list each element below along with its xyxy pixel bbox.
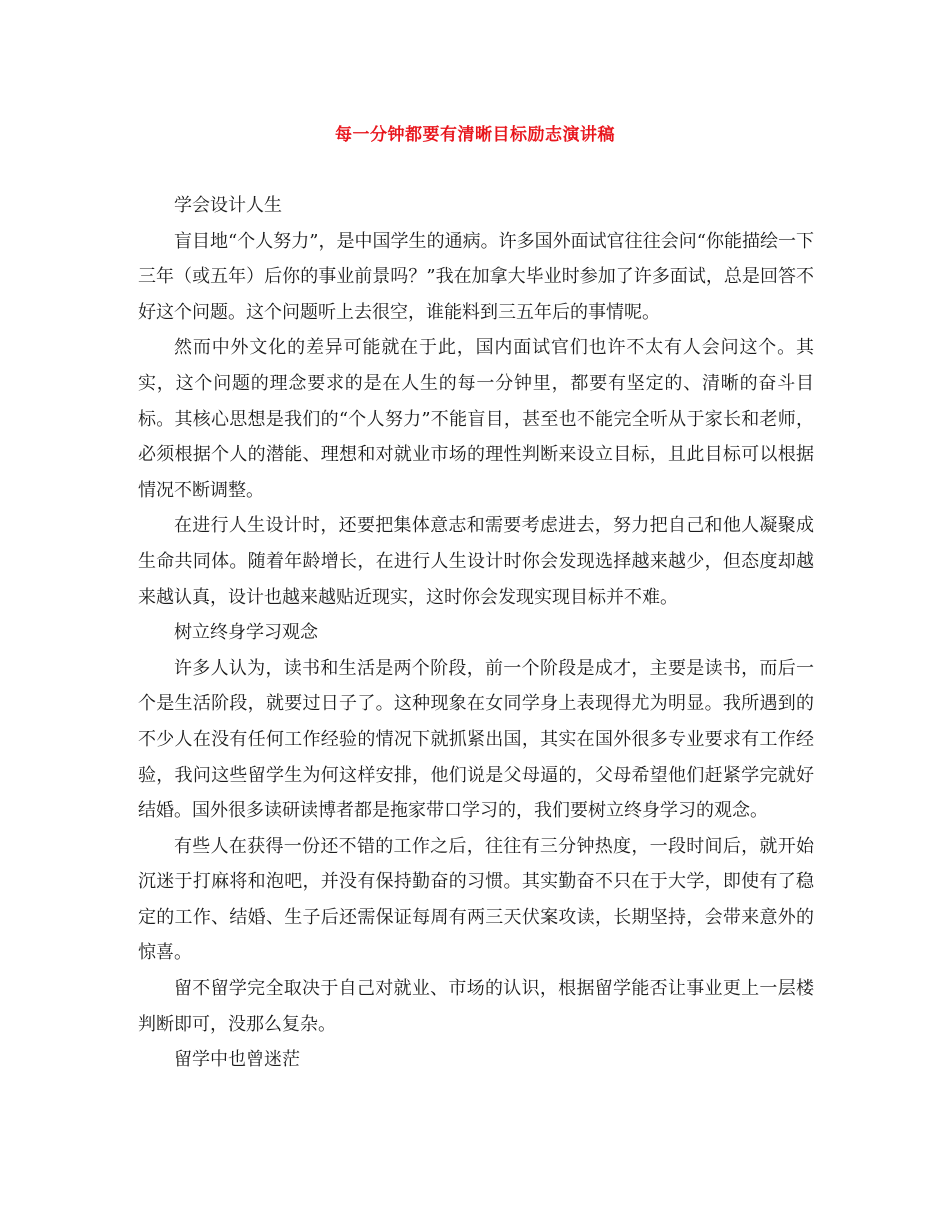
document-title: 每一分钟都要有清晰目标励志演讲稿	[335, 125, 615, 145]
paragraph: 在进行人生设计时，还要把集体意志和需要考虑进去，努力把自己和他人凝聚成生命共同体。随着年龄增长，在进行人生设计时你会发现选择越来越少，但态度却越来越认真，设计也越来越贴近现实，这时你会发现实现目标并不难。	[138, 515, 814, 608]
paragraph: 然而中外文化的差异可能就在于此，国内面试官们也许不太有人会问这个。其实，这个问题的理念要求的是在人生的每一分钟里，都要有坚定的、清晰的奋斗目标。其核心思想是我们的“个人努力”不能盲目，甚至也不能完全听从于家长和老师，必须根据个人的潜能、理想和对就业市场的理性判断来设立目标，且此目标可以根据情况不断调整。	[138, 337, 814, 501]
paragraph: 留不留学完全取决于自己对就业、市场的认识，根据留学能否让事业更上一层楼判断即可，没那么复杂。	[138, 978, 814, 1035]
paragraph: 盲目地“个人努力”，是中国学生的通病。许多国外面试官往往会问“你能描绘一下三年（或五年）后你的事业前景吗？”我在加拿大毕业时参加了许多面试，总是回答不好这个问题。这个问题听上去很空，谁能料到三五年后的事情呢。	[138, 230, 814, 323]
section-heading-study-abroad-confusion: 留学中也曾迷茫	[174, 1049, 300, 1071]
document-body	[138, 188, 814, 1078]
section-heading-lifelong-learning: 树立终身学习观念	[174, 622, 318, 644]
paragraph: 许多人认为，读书和生活是两个阶段，前一个阶段是成才，主要是读书，而后一个是生活阶段，就要过日子了。这种现象在女同学身上表现得尤为明显。我所遇到的不少人在没有任何工作经验的情况下就抓紧出国，其实在国外很多专业要求有工作经验，我问这些留学生为何这样安排，他们说是父母逼的，父母希望他们赶紧学完就好结婚。国外很多读研读博者都是拖家带口学习的，我们要树立终身学习的观念。	[138, 657, 814, 822]
paragraph: 有些人在获得一份还不错的工作之后，往往有三分钟热度，一段时间后，就开始沉迷于打麻将和泡吧，并没有保持勤奋的习惯。其实勤奋不只在于大学，即使有了稳定的工作、结婚、生子后还需保证每周有两三天伏案攻读，长期坚持，会带来意外的惊喜。	[138, 835, 814, 964]
section-heading-design-life: 学会设计人生	[174, 195, 282, 216]
